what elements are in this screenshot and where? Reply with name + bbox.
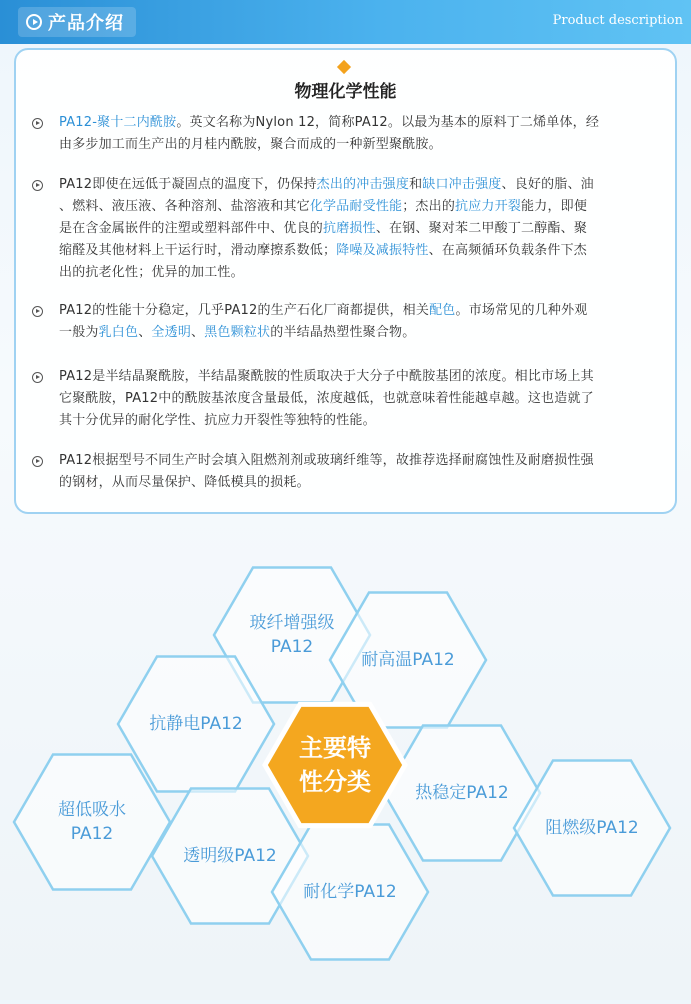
- highlight-text: 化学品耐受性能: [309, 199, 403, 214]
- body-text: PA12根据型号不同生产时会填入阻燃剂剂或玻璃纤维等，故推荐选择耐腐蚀性及耐磨损性强: [59, 453, 594, 468]
- bullet-icon: [32, 180, 43, 191]
- body-text: 一般为: [59, 325, 99, 340]
- paragraph-line: [59, 240, 655, 262]
- hex-label-line: 耐化学PA12: [303, 882, 397, 902]
- paragraph-line: [59, 366, 655, 388]
- bullet-icon: [32, 118, 43, 129]
- hex-label-transparent: [155, 844, 305, 868]
- body-text: 的半结晶热塑性聚合物。: [270, 325, 416, 340]
- paragraph-line: [59, 410, 655, 432]
- paragraph: [59, 174, 655, 284]
- highlight-text: 杰出的冲击强度: [316, 177, 410, 192]
- header-subtitle: Product description: [552, 13, 683, 28]
- body-text: 、在钢、聚对苯二甲酸丁二醇酯、聚: [375, 221, 588, 236]
- paragraph-line: [59, 450, 655, 472]
- paragraph: [59, 112, 655, 156]
- bullet-icon: [32, 372, 43, 383]
- paragraph: [59, 366, 655, 432]
- bullet-icon: [32, 456, 43, 467]
- paragraph: [59, 450, 655, 494]
- hex-label-line: 玻纤增强级: [249, 613, 335, 633]
- body-text: PA12的性能十分稳定，几乎PA12的生产石化厂商都提供，相关: [59, 303, 430, 318]
- highlight-text: 抗磨损性: [323, 221, 376, 236]
- body-text: 它聚酰胺，PA12中的酰胺基浓度含量最低，浓度越低，也就意味着性能越卓越。这也造就了: [59, 391, 594, 406]
- highlight-text: 乳白色: [98, 325, 139, 340]
- header-tab: [18, 7, 136, 37]
- paragraph-line: [59, 134, 655, 156]
- paragraph-line: [59, 112, 655, 134]
- body-text: 。英文名称为Nylon 12，简称PA12。以最为基本的原料丁二烯单体，经: [176, 115, 600, 130]
- body-text: 出的抗老化性；优异的加工性。: [59, 265, 244, 280]
- body-text: 的钢材，从而尽量保护、降低模具的损耗。: [59, 475, 310, 490]
- body-text: 能力，即便: [521, 199, 588, 214]
- hex-label-line: 耐高温PA12: [361, 650, 455, 670]
- hex-label-low-water: [17, 798, 167, 846]
- hex-label-line: PA12: [70, 824, 114, 844]
- section-header: [0, 0, 691, 44]
- hex-label-chemical-resistant: [275, 880, 425, 904]
- highlight-text: 全透明: [151, 325, 192, 340]
- hex-label-line: PA12: [270, 637, 314, 657]
- hex-label-heat-stable: [387, 781, 537, 805]
- paragraph-line: [59, 174, 655, 196]
- highlight-text: 缺口冲击强度: [422, 177, 502, 192]
- hex-label-line: 性分类: [299, 768, 371, 796]
- hex-label-antistatic: [121, 712, 271, 736]
- body-text: 、在高频循环负载条件下杰: [428, 243, 588, 258]
- paragraph-line: [59, 300, 655, 322]
- highlight-text: PA12-聚十二内酰胺: [59, 115, 177, 130]
- paragraph-line: [59, 262, 655, 284]
- bullet-icon: [32, 306, 43, 317]
- highlight-text: 降噪及减振特性: [336, 243, 429, 258]
- body-text: 缩醛及其他材料上干运行时，滑动摩擦系数低；: [59, 243, 337, 258]
- paragraph: [59, 300, 655, 344]
- hex-label-high-temp: [333, 648, 483, 672]
- body-text: 、燃料、液压液、各种溶剂、盐溶液和其它: [59, 199, 310, 214]
- card-title: 物理化学性能: [294, 82, 397, 102]
- body-text: ；杰出的: [402, 199, 456, 214]
- body-text: 、: [138, 325, 152, 340]
- highlight-text: 配色: [429, 303, 456, 318]
- body-text: 由多步加工而生产出的月桂内酰胺，聚合而成的一种新型聚酰胺。: [59, 137, 442, 152]
- paragraph-line: [59, 472, 655, 494]
- body-text: 和: [409, 177, 423, 192]
- hex-label-flame-retardant: [517, 816, 667, 840]
- body-text: 。市场常见的几种外观: [455, 303, 588, 318]
- play-circle-icon: [26, 14, 42, 30]
- paragraph-line: [59, 322, 655, 344]
- body-text: 、良好的脂、油: [501, 177, 594, 192]
- feature-hexagons: [0, 520, 691, 1000]
- body-text: 其十分优异的耐化学性、抗应力开裂性等独特的性能。: [59, 413, 376, 428]
- highlight-text: 黑色颗粒状: [204, 325, 271, 340]
- body-text: PA12是半结晶聚酰胺，半结晶聚酰胺的性质取决于大分子中酰胺基团的浓度。相比市场上其: [59, 369, 594, 384]
- body-text: 是在含金属嵌件的注塑或塑料部件中、优良的: [59, 221, 324, 236]
- highlight-text: 抗应力开裂: [455, 199, 522, 214]
- hex-label-line: 抗静电PA12: [149, 714, 243, 734]
- body-text: 、: [191, 325, 205, 340]
- body-text: PA12即使在远低于凝固点的温度下，仍保持: [59, 177, 317, 192]
- hex-label-line: 透明级PA12: [183, 846, 277, 866]
- hex-label-line: 主要特: [299, 734, 371, 762]
- paragraph-line: [59, 196, 655, 218]
- header-title: 产品介绍: [48, 13, 124, 34]
- paragraph-line: [59, 218, 655, 240]
- hex-label-line: 热稳定PA12: [415, 783, 509, 803]
- paragraph-line: [59, 388, 655, 410]
- hex-label-line: 阻燃级PA12: [545, 818, 639, 838]
- hex-label-line: 超低吸水: [58, 800, 126, 820]
